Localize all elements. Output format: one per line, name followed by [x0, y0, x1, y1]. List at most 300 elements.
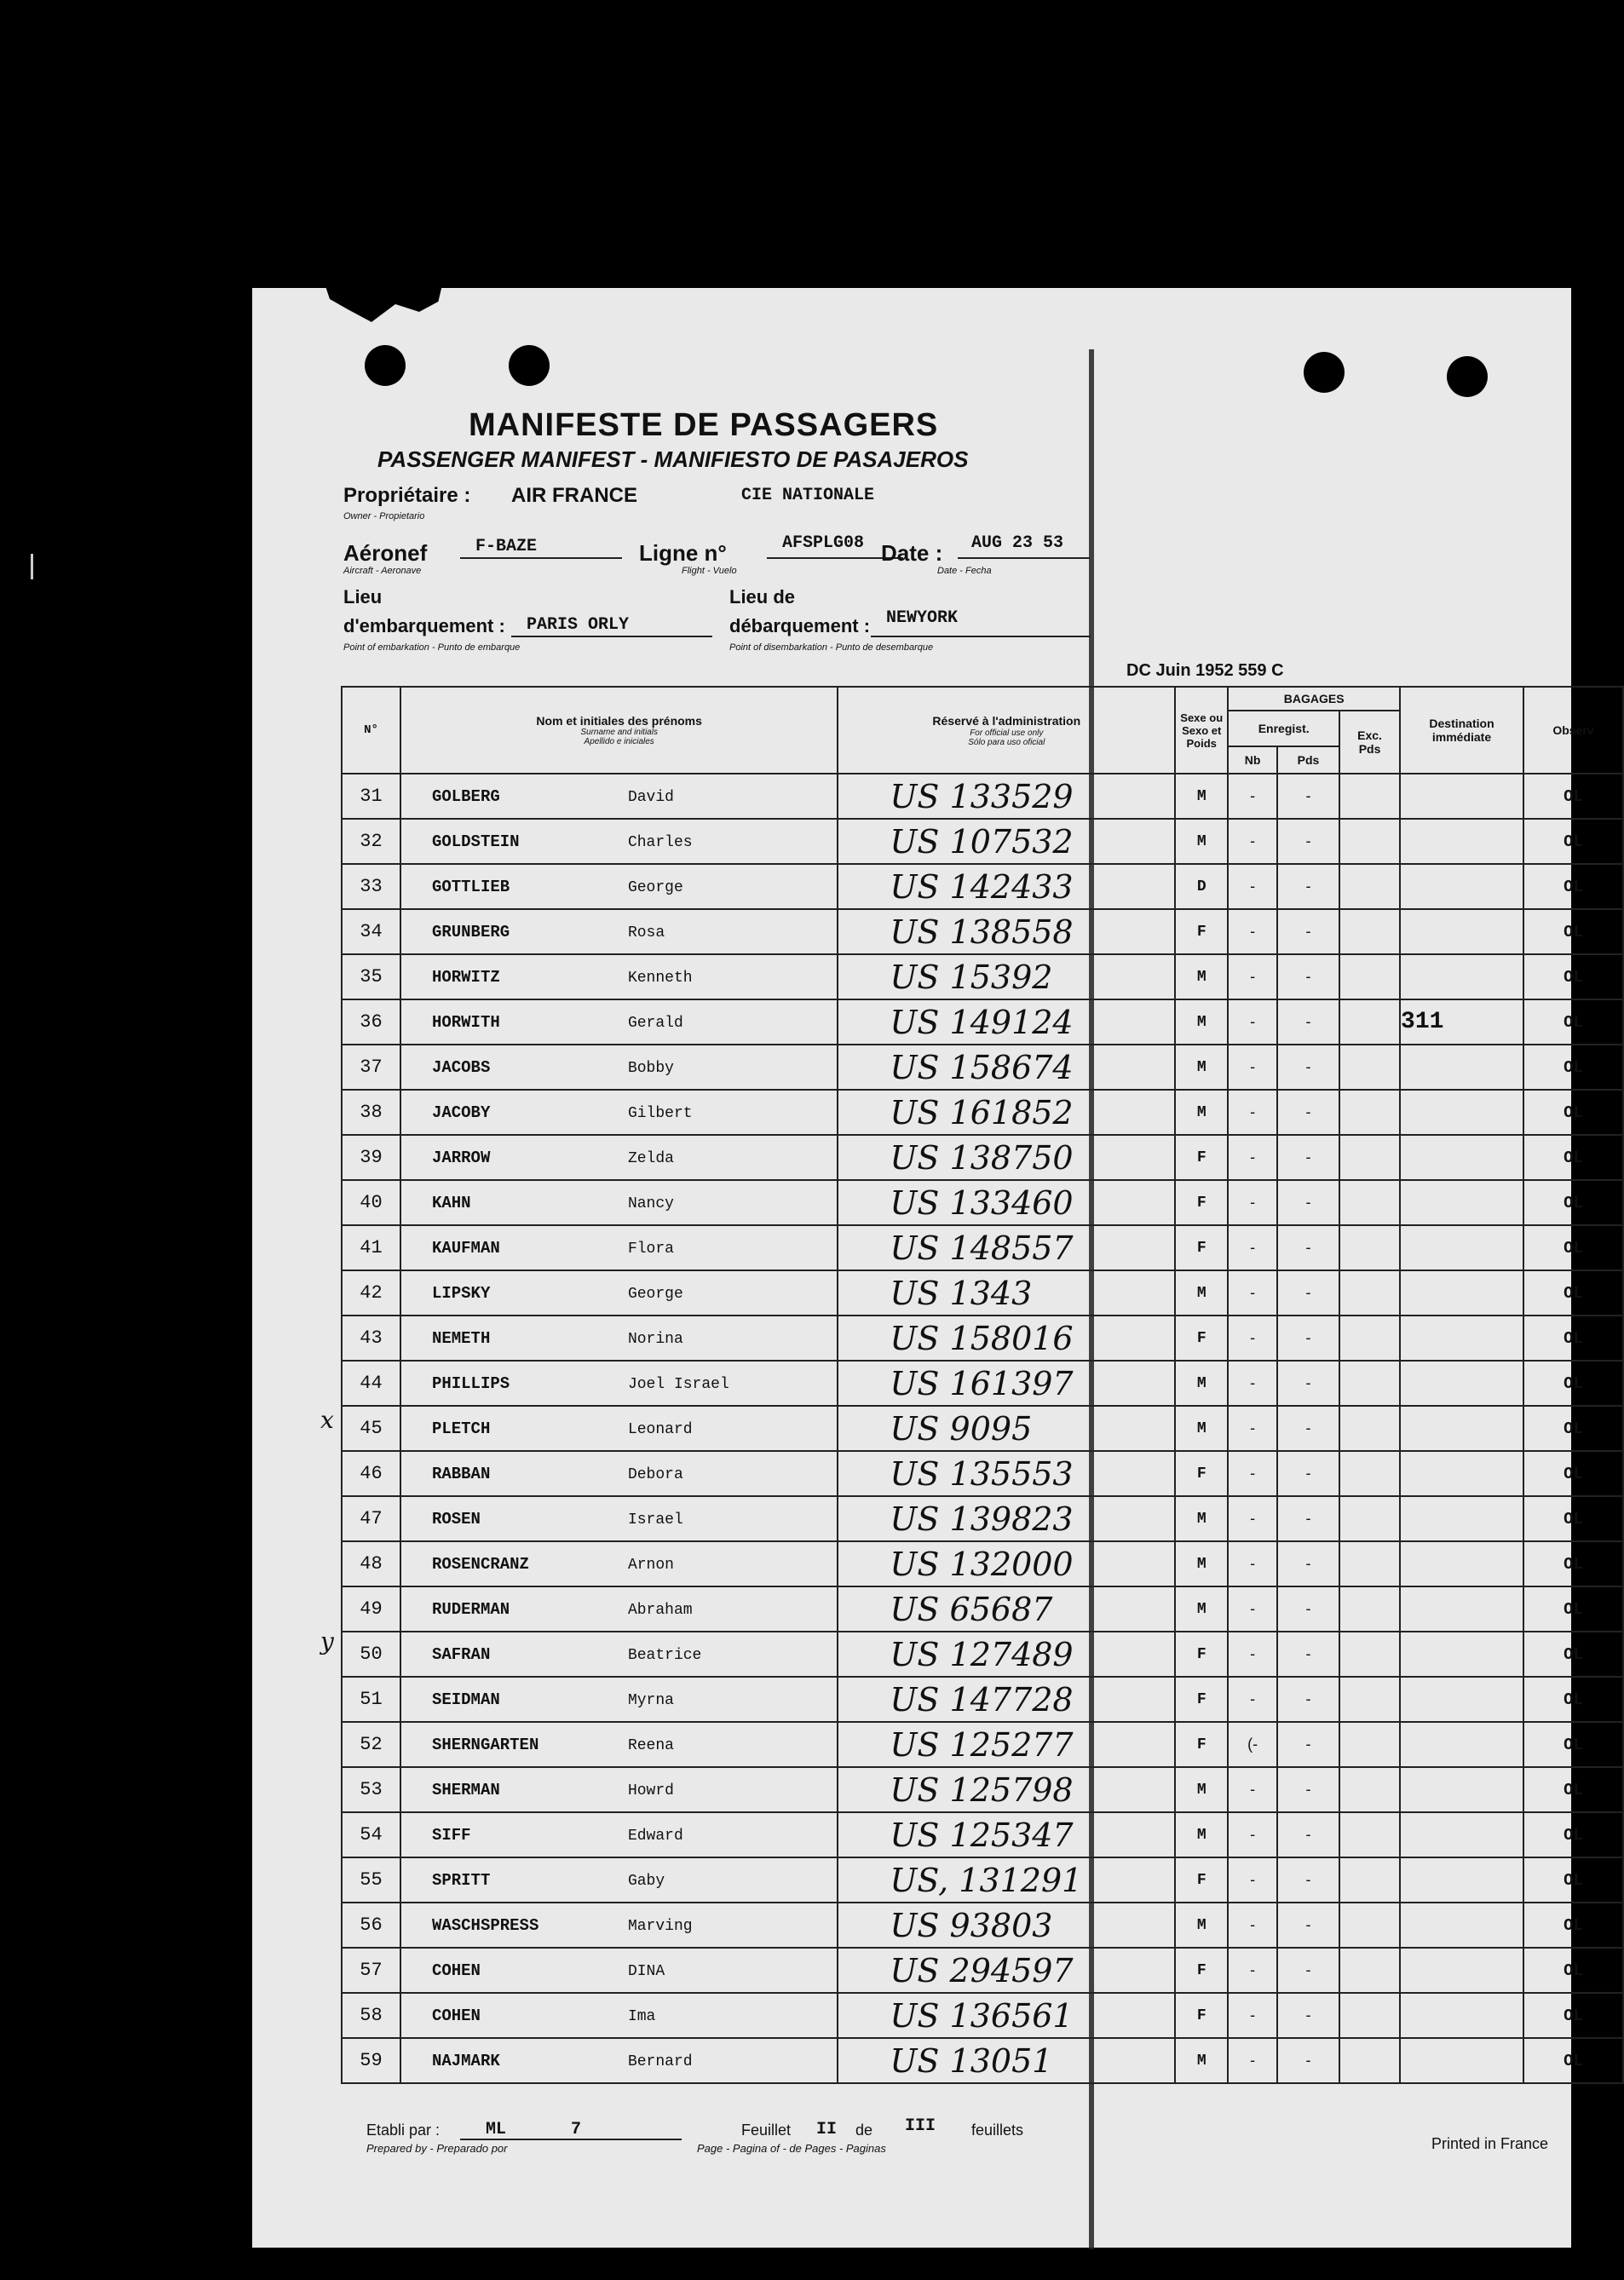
- flight-value: AFSPLG08: [782, 533, 865, 553]
- col-baggage: BAGAGES: [1228, 687, 1400, 711]
- baggage-pds: -: [1277, 1903, 1339, 1948]
- observation: OL: [1523, 1045, 1623, 1090]
- observation: OL: [1523, 774, 1623, 819]
- baggage-nb: -: [1228, 1270, 1277, 1316]
- observation: OL: [1523, 1632, 1623, 1677]
- row-number: 39: [342, 1135, 400, 1180]
- baggage-nb: -: [1228, 1406, 1277, 1451]
- baggage-nb: -: [1228, 954, 1277, 999]
- sex: M: [1175, 1767, 1228, 1812]
- baggage-nb: -: [1228, 1541, 1277, 1586]
- row-number: 34: [342, 909, 400, 954]
- excess: [1339, 1270, 1400, 1316]
- sheet-value: II: [816, 2120, 838, 2139]
- passenger-name: [400, 1361, 838, 1406]
- sheet-label: Feuillet: [741, 2122, 792, 2139]
- col-dest: Destination immédiate: [1400, 687, 1523, 774]
- reserved-number: US 138558: [838, 909, 1175, 954]
- reserved-number: US 138750: [838, 1135, 1175, 1180]
- given-name: Zelda: [627, 1149, 674, 1167]
- sex: M: [1175, 954, 1228, 999]
- given-name: Beatrice: [627, 1646, 702, 1664]
- observation: OL: [1523, 1090, 1623, 1135]
- row-number: 31: [342, 774, 400, 819]
- reserved-number: US 132000: [838, 1541, 1175, 1586]
- given-name: Ima: [627, 2007, 656, 2025]
- table-row: [342, 1677, 1623, 1722]
- observation: OL: [1523, 1406, 1623, 1451]
- reserved-number: US 9095: [838, 1406, 1175, 1451]
- table-row: [342, 1722, 1623, 1767]
- surname: SEIDMAN: [431, 1690, 500, 1709]
- reserved-number: US, 131291: [838, 1857, 1175, 1903]
- destination: [1400, 819, 1523, 864]
- passenger-name: [400, 2038, 838, 2083]
- owner-value: AIR FRANCE: [511, 484, 637, 507]
- col-reserved: Réservé à l'administration For official use only Sólo para uso oficial: [838, 687, 1175, 774]
- reserved-number: US 142433: [838, 864, 1175, 909]
- surname: JACOBS: [431, 1057, 491, 1077]
- sex: M: [1175, 819, 1228, 864]
- surname: GRUNBERG: [431, 922, 510, 941]
- passenger-name: [400, 1225, 838, 1270]
- prepared-value: ML: [486, 2120, 507, 2139]
- given-name: Gilbert: [627, 1104, 693, 1122]
- destination: [1400, 1225, 1523, 1270]
- surname: JARROW: [431, 1148, 491, 1167]
- table-row: [342, 1948, 1623, 1993]
- row-number: 51: [342, 1677, 400, 1722]
- passenger-name: [400, 1045, 838, 1090]
- passenger-name: [400, 1496, 838, 1541]
- reserved-number: US 93803: [838, 1903, 1175, 1948]
- baggage-nb: -: [1228, 1090, 1277, 1135]
- passenger-table: [341, 686, 1624, 2084]
- observation: OL: [1523, 1948, 1623, 1993]
- destination: [1400, 864, 1523, 909]
- row-number: 36: [342, 999, 400, 1045]
- debark-label-1: Lieu de: [729, 586, 796, 607]
- destination: [1400, 1767, 1523, 1812]
- col-obs: Observ: [1523, 687, 1623, 774]
- destination: [1400, 1948, 1523, 1993]
- sex: M: [1175, 999, 1228, 1045]
- col-excess: Exc. Pds: [1339, 711, 1400, 774]
- surname: SIFF: [431, 1825, 471, 1845]
- reserved-number: US 107532: [838, 819, 1175, 864]
- observation: OL: [1523, 1993, 1623, 2038]
- observation: OL: [1523, 909, 1623, 954]
- reserved-number: US 161397: [838, 1361, 1175, 1406]
- of-value: III: [905, 2116, 936, 2136]
- sex: M: [1175, 1361, 1228, 1406]
- baggage-pds: -: [1277, 1045, 1339, 1090]
- surname: JACOBY: [431, 1103, 491, 1122]
- observation: OL: [1523, 1451, 1623, 1496]
- table-row: [342, 1541, 1623, 1586]
- embark-label-1: Lieu: [343, 586, 383, 607]
- baggage-pds: -: [1277, 1767, 1339, 1812]
- sex: F: [1175, 909, 1228, 954]
- baggage-pds: -: [1277, 864, 1339, 909]
- row-number: 40: [342, 1180, 400, 1225]
- baggage-nb: -: [1228, 1451, 1277, 1496]
- baggage-nb: -: [1228, 1316, 1277, 1361]
- of-label: de: [855, 2122, 873, 2139]
- reserved-number: US 148557: [838, 1225, 1175, 1270]
- passenger-name: [400, 1270, 838, 1316]
- surname: RUDERMAN: [431, 1599, 510, 1619]
- excess: [1339, 864, 1400, 909]
- aircraft-value: F-BAZE: [475, 537, 538, 556]
- given-name: George: [627, 1285, 683, 1303]
- excess: [1339, 1948, 1400, 1993]
- given-name: Israel: [627, 1511, 683, 1529]
- row-number: 56: [342, 1903, 400, 1948]
- table-row: [342, 999, 1623, 1045]
- surname: SAFRAN: [431, 1644, 491, 1664]
- row-number: 52: [342, 1722, 400, 1767]
- excess: [1339, 1812, 1400, 1857]
- sex: F: [1175, 1451, 1228, 1496]
- excess: [1339, 909, 1400, 954]
- baggage-pds: -: [1277, 1677, 1339, 1722]
- embark-sub: Point of embarkation - Punto de embarque: [343, 642, 521, 653]
- table-row: [342, 1812, 1623, 1857]
- debark-label-2: débarquement :: [729, 615, 871, 636]
- baggage-nb: -: [1228, 1812, 1277, 1857]
- baggage-nb: -: [1228, 774, 1277, 819]
- observation: OL: [1523, 2038, 1623, 2083]
- excess: [1339, 774, 1400, 819]
- observation: OL: [1523, 864, 1623, 909]
- baggage-pds: -: [1277, 909, 1339, 954]
- debark-sub: Point of disembarkation - Punto de desembarque: [729, 642, 934, 653]
- observation: OL: [1523, 1270, 1623, 1316]
- reserved-number: US 13051: [838, 2038, 1175, 2083]
- excess: [1339, 1406, 1400, 1451]
- destination: [1400, 1316, 1523, 1361]
- sex: F: [1175, 1857, 1228, 1903]
- reserved-number: US 136561: [838, 1993, 1175, 2038]
- passenger-name: [400, 864, 838, 909]
- excess: [1339, 1632, 1400, 1677]
- passenger-name: [400, 1090, 838, 1135]
- reserved-number: US 133460: [838, 1180, 1175, 1225]
- date-sub: Date - Fecha: [937, 566, 992, 576]
- page-subtitle: PASSENGER MANIFEST - MANIFIESTO DE PASAJEROS: [377, 446, 969, 472]
- owner-typed: CIE NATIONALE: [741, 486, 875, 505]
- row-number: 32: [342, 819, 400, 864]
- date-value: AUG 23 53: [971, 533, 1064, 553]
- surname: RABBAN: [431, 1464, 491, 1483]
- table-row: [342, 1225, 1623, 1270]
- sex: F: [1175, 1722, 1228, 1767]
- given-name: Rosa: [627, 924, 665, 941]
- surname: COHEN: [431, 2006, 481, 2025]
- baggage-nb: -: [1228, 1045, 1277, 1090]
- surname: SHERNGARTEN: [431, 1735, 539, 1754]
- reserved-number: US 15392: [838, 954, 1175, 999]
- given-name: DINA: [627, 1962, 665, 1980]
- passenger-name: [400, 1451, 838, 1496]
- given-name: Gerald: [627, 1014, 683, 1032]
- given-name: Leonard: [627, 1420, 693, 1438]
- baggage-pds: -: [1277, 1406, 1339, 1451]
- sheet-sub: Page - Pagina of - de Pages - Paginas: [697, 2142, 886, 2155]
- baggage-pds: -: [1277, 1270, 1339, 1316]
- margin-x-44: x: [320, 1406, 334, 1434]
- baggage-pds: -: [1277, 1135, 1339, 1180]
- destination: [1400, 1045, 1523, 1090]
- baggage-pds: -: [1277, 1451, 1339, 1496]
- destination: [1400, 1090, 1523, 1135]
- surname: GOLDSTEIN: [431, 832, 520, 851]
- table-row: [342, 954, 1623, 999]
- passenger-name: [400, 1948, 838, 1993]
- sex: D: [1175, 864, 1228, 909]
- excess: [1339, 1180, 1400, 1225]
- excess: [1339, 1225, 1400, 1270]
- col-no: N°: [342, 687, 400, 774]
- prepared-num: 7: [571, 2120, 582, 2139]
- table-row: [342, 1632, 1623, 1677]
- baggage-pds: -: [1277, 1632, 1339, 1677]
- debark-value: NEWYORK: [886, 608, 959, 628]
- destination: [1400, 954, 1523, 999]
- table-row: [342, 1316, 1623, 1361]
- surname: HORWITH: [431, 1012, 500, 1032]
- destination: [1400, 1586, 1523, 1632]
- row-number: 54: [342, 1812, 400, 1857]
- excess: [1339, 819, 1400, 864]
- baggage-nb: -: [1228, 1180, 1277, 1225]
- row-number: 49: [342, 1586, 400, 1632]
- excess: [1339, 1541, 1400, 1586]
- surname: NAJMARK: [431, 2051, 500, 2070]
- given-name: Kenneth: [627, 969, 693, 987]
- table-row: [342, 1045, 1623, 1090]
- passenger-name: [400, 1993, 838, 2038]
- surname: HORWITZ: [431, 967, 500, 987]
- passenger-name: [400, 1406, 838, 1451]
- observation: OL: [1523, 1767, 1623, 1812]
- passenger-name: [400, 1812, 838, 1857]
- table-row: [342, 1903, 1623, 1948]
- table-row: [342, 1451, 1623, 1496]
- given-name: David: [627, 788, 674, 806]
- destination: [1400, 1135, 1523, 1180]
- sex: F: [1175, 1180, 1228, 1225]
- reserved-number: US 1343: [838, 1270, 1175, 1316]
- destination: [1400, 1541, 1523, 1586]
- given-name: Bobby: [627, 1059, 674, 1077]
- baggage-pds: -: [1277, 1586, 1339, 1632]
- given-name: Edward: [627, 1827, 683, 1845]
- observation: OL: [1523, 1135, 1623, 1180]
- observation: OL: [1523, 954, 1623, 999]
- table-row: [342, 1993, 1623, 2038]
- reserved-number: US 133529: [838, 774, 1175, 819]
- baggage-nb: -: [1228, 819, 1277, 864]
- excess: [1339, 1135, 1400, 1180]
- observation: OL: [1523, 999, 1623, 1045]
- passenger-name: [400, 1677, 838, 1722]
- owner-sub: Owner - Propietario: [343, 511, 425, 521]
- destination: [1400, 1903, 1523, 1948]
- punch-hole-left: [365, 345, 406, 386]
- excess: [1339, 1316, 1400, 1361]
- passenger-name: [400, 1767, 838, 1812]
- row-number: 37: [342, 1045, 400, 1090]
- given-name: Joel Israel: [627, 1375, 729, 1393]
- surname: SHERMAN: [431, 1780, 500, 1799]
- sex: M: [1175, 1090, 1228, 1135]
- destination: [1400, 1993, 1523, 2038]
- baggage-pds: -: [1277, 1722, 1339, 1767]
- destination: [1400, 1812, 1523, 1857]
- sex: M: [1175, 1496, 1228, 1541]
- excess: [1339, 2038, 1400, 2083]
- printed-in: Printed in France: [1431, 2135, 1549, 2152]
- reserved-number: US 125277: [838, 1722, 1175, 1767]
- surname: ROSEN: [431, 1509, 481, 1529]
- table-row: [342, 1857, 1623, 1903]
- aircraft-sub: Aircraft - Aeronave: [343, 566, 422, 576]
- surname: GOTTLIEB: [431, 877, 510, 896]
- observation: OL: [1523, 1225, 1623, 1270]
- excess: [1339, 1903, 1400, 1948]
- row-number: 38: [342, 1090, 400, 1135]
- passenger-name: [400, 1722, 838, 1767]
- baggage-nb: -: [1228, 1677, 1277, 1722]
- excess: [1339, 1045, 1400, 1090]
- sex: M: [1175, 1541, 1228, 1586]
- baggage-pds: -: [1277, 1225, 1339, 1270]
- excess: [1339, 999, 1400, 1045]
- table-row: [342, 1496, 1623, 1541]
- baggage-nb: -: [1228, 1993, 1277, 2038]
- surname: PHILLIPS: [431, 1373, 510, 1393]
- baggage-nb: -: [1228, 1496, 1277, 1541]
- owner-label: Propriétaire :: [343, 484, 471, 507]
- sex: F: [1175, 1632, 1228, 1677]
- surname: ROSENCRANZ: [431, 1554, 529, 1574]
- excess: [1339, 1361, 1400, 1406]
- reserved-number: US 135553: [838, 1451, 1175, 1496]
- flight-sub: Flight - Vuelo: [682, 566, 737, 576]
- baggage-nb: -: [1228, 1767, 1277, 1812]
- page-fold: [1089, 349, 1094, 2249]
- passenger-name: [400, 1857, 838, 1903]
- punch-hole-far-right: [1447, 356, 1488, 397]
- destination: [1400, 1270, 1523, 1316]
- row-number: 46: [342, 1451, 400, 1496]
- embark-label-2: d'embarquement :: [343, 615, 505, 636]
- excess: [1339, 1857, 1400, 1903]
- embark-value: PARIS ORLY: [527, 615, 630, 635]
- form-code: DC Juin 1952 559 C: [1126, 661, 1284, 680]
- excess: [1339, 1993, 1400, 2038]
- sex: F: [1175, 1316, 1228, 1361]
- passenger-name: [400, 1586, 838, 1632]
- sex: M: [1175, 1045, 1228, 1090]
- sex: F: [1175, 1993, 1228, 2038]
- passenger-name: [400, 1632, 838, 1677]
- given-name: Arnon: [627, 1556, 674, 1574]
- observation: OL: [1523, 1180, 1623, 1225]
- observation: OL: [1523, 1722, 1623, 1767]
- col-nb: Nb: [1228, 746, 1277, 774]
- surname: NEMETH: [431, 1328, 491, 1348]
- given-name: Debora: [627, 1465, 683, 1483]
- baggage-nb: -: [1228, 909, 1277, 954]
- row-number: 47: [342, 1496, 400, 1541]
- excess: [1339, 1496, 1400, 1541]
- table-row: [342, 864, 1623, 909]
- row-number: 44: [342, 1361, 400, 1406]
- baggage-pds: -: [1277, 1993, 1339, 2038]
- passenger-name: [400, 774, 838, 819]
- prepared-label: Etabli par :: [366, 2122, 441, 2139]
- given-name: Gaby: [627, 1872, 665, 1890]
- baggage-nb: -: [1228, 1225, 1277, 1270]
- table-row: [342, 1361, 1623, 1406]
- table-row: [342, 1090, 1623, 1135]
- baggage-pds: -: [1277, 1316, 1339, 1361]
- baggage-pds: -: [1277, 819, 1339, 864]
- baggage-pds: -: [1277, 774, 1339, 819]
- col-name: Nom et initiales des prénoms Surname and initials Apellido e iniciales: [400, 687, 838, 774]
- destination: [1400, 909, 1523, 954]
- destination: [1400, 1361, 1523, 1406]
- given-name: Howrd: [627, 1782, 674, 1799]
- baggage-pds: -: [1277, 1180, 1339, 1225]
- row-number: 42: [342, 1270, 400, 1316]
- sex: F: [1175, 1225, 1228, 1270]
- baggage-pds: -: [1277, 1090, 1339, 1135]
- excess: [1339, 954, 1400, 999]
- destination: 311: [1400, 999, 1523, 1045]
- row-number: 43: [342, 1316, 400, 1361]
- col-pds: Pds: [1277, 746, 1339, 774]
- row-number: 53: [342, 1767, 400, 1812]
- baggage-nb: -: [1228, 2038, 1277, 2083]
- reserved-number: US 158674: [838, 1045, 1175, 1090]
- reserved-number: US 147728: [838, 1677, 1175, 1722]
- baggage-nb: -: [1228, 1948, 1277, 1993]
- destination: [1400, 1451, 1523, 1496]
- observation: OL: [1523, 1857, 1623, 1903]
- destination: [1400, 2038, 1523, 2083]
- reserved-number: US 125798: [838, 1767, 1175, 1812]
- excess: [1339, 1586, 1400, 1632]
- col-enreg: Enregist.: [1228, 711, 1339, 746]
- reserved-number: US 161852: [838, 1090, 1175, 1135]
- given-name: Charles: [627, 833, 693, 851]
- sex: F: [1175, 1677, 1228, 1722]
- sex: M: [1175, 2038, 1228, 2083]
- given-name: Abraham: [627, 1601, 693, 1619]
- excess: [1339, 1722, 1400, 1767]
- baggage-nb: -: [1228, 864, 1277, 909]
- page-title: MANIFESTE DE PASSAGERS: [469, 407, 939, 443]
- given-name: Bernard: [627, 2053, 693, 2070]
- table-row: [342, 2038, 1623, 2083]
- passenger-name: [400, 909, 838, 954]
- row-number: 57: [342, 1948, 400, 1993]
- row-number: 48: [342, 1541, 400, 1586]
